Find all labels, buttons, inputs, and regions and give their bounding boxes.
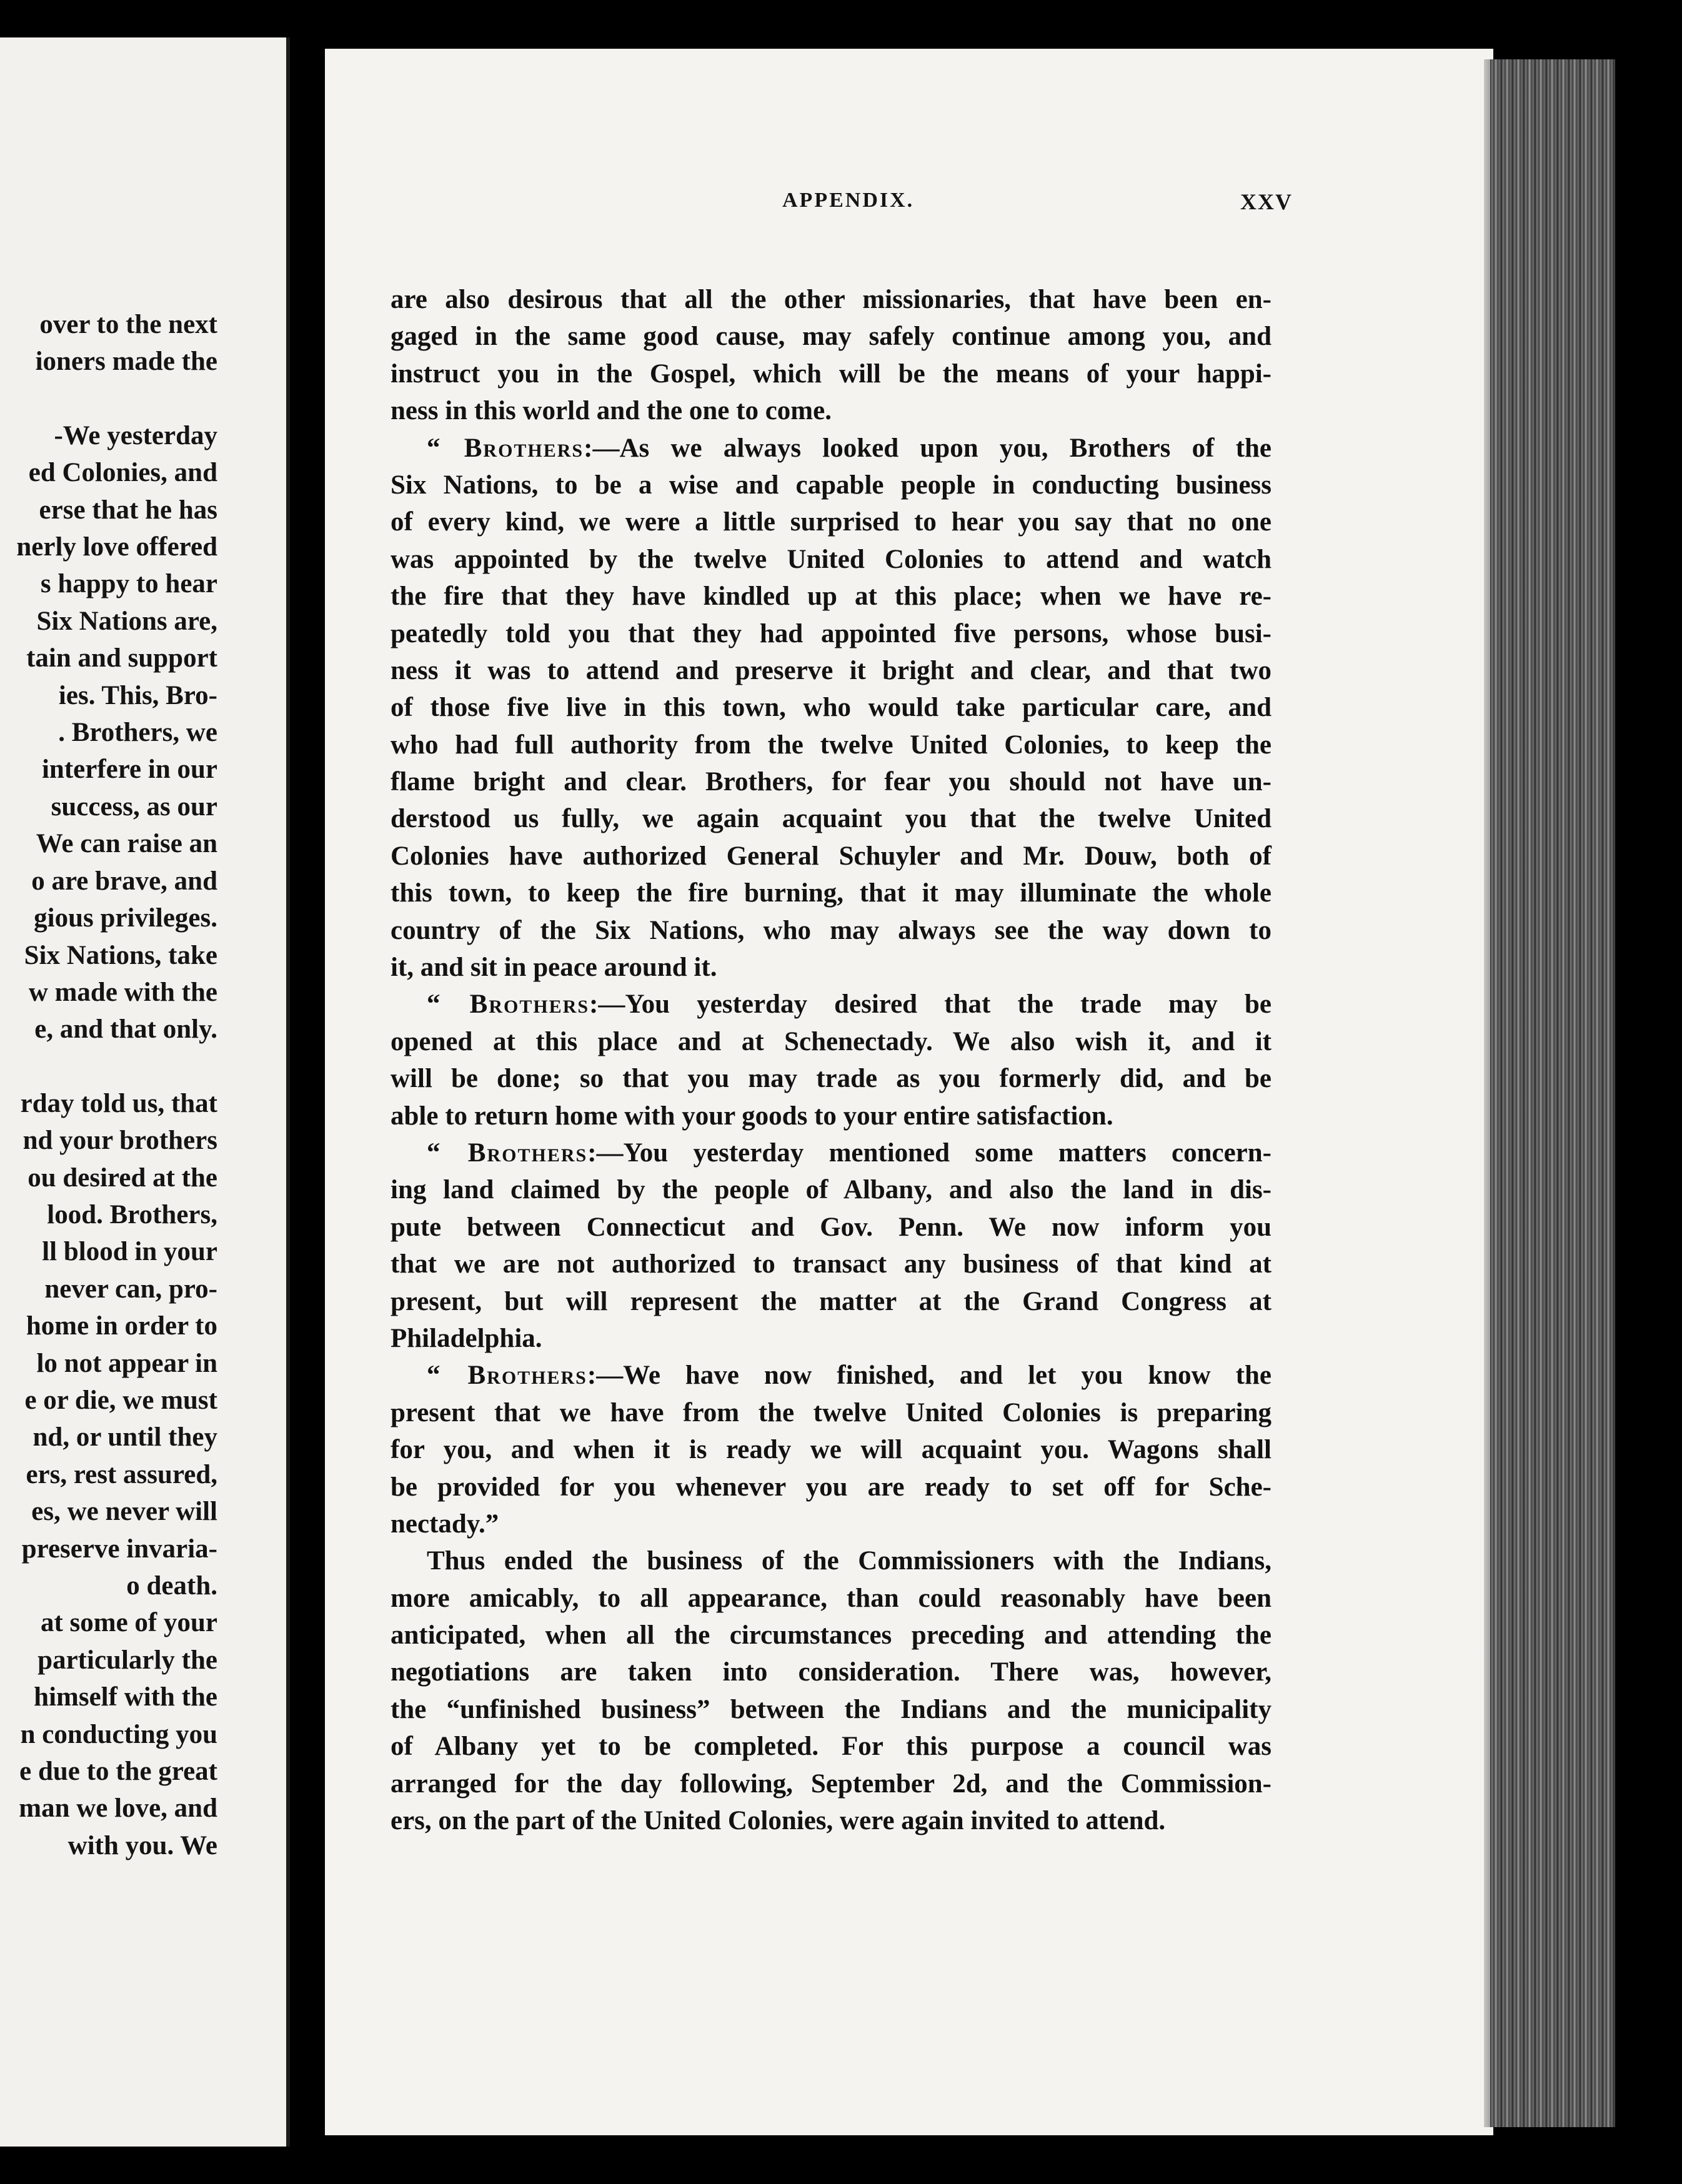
left-page-line: e due to the great — [19, 1757, 217, 1787]
line-text: Philadelphia. — [391, 1323, 542, 1353]
line-text: :—You yesterday mentioned some matters concern- — [587, 1138, 1271, 1168]
text-line — [391, 1357, 1271, 1394]
text-line — [391, 875, 1271, 911]
line-text: the fire that they have kindled up at this place; when we have re- — [391, 582, 1271, 612]
text-line — [391, 1802, 1271, 1839]
line-text: Six Nations, to be a wise and capable people in conducting business — [391, 470, 1271, 500]
line-text: arranged for the day following, September 2d, and the Commission- — [391, 1769, 1271, 1799]
left-page-line: lood. Brothers, — [47, 1199, 217, 1229]
left-page-line: es, we never will — [31, 1497, 217, 1527]
text-line — [391, 1580, 1271, 1617]
line-text: was appointed by the twelve United Colonies to attend and watch — [391, 544, 1271, 574]
left-facing-page — [0, 37, 290, 2147]
text-line — [391, 800, 1271, 837]
left-page-line: particularly the — [37, 1645, 217, 1675]
text-line — [391, 1728, 1271, 1765]
line-text: are also desirous that all the other missionaries, that have been en- — [391, 285, 1271, 314]
line-text: present that we have from the twelve United Colonies is preparing — [391, 1397, 1271, 1427]
left-page-line: We can raise an — [36, 829, 217, 859]
left-page-line: e, and that only. — [34, 1015, 217, 1045]
line-text: of every kind, we were a little surprised to hear you say that no one — [391, 507, 1271, 537]
line-text: :—You yesterday desired that the trade may be — [589, 990, 1271, 1020]
line-text: ness in this world and the one to come. — [391, 396, 832, 426]
left-page-line: tain and support — [26, 643, 217, 673]
left-page-line: Six Nations, take — [24, 940, 217, 970]
left-page-line: s happy to hear — [40, 569, 217, 599]
line-text: will be done; so that you may trade as you formerly did, and be — [391, 1064, 1271, 1094]
speaker-label: “ Brothers — [427, 990, 590, 1020]
line-text: present, but will represent the matter at the Grand Congress at — [391, 1286, 1271, 1316]
text-line — [391, 1134, 1271, 1171]
text-line — [391, 1691, 1271, 1728]
left-page-line: nd your brothers — [22, 1126, 217, 1156]
text-line — [391, 1654, 1271, 1690]
paragraph-gap — [0, 380, 217, 417]
left-page-line: ll blood in your — [42, 1237, 217, 1267]
left-page-line: ou desired at the — [27, 1163, 217, 1193]
line-text: :—As we always looked upon you, Brothers of the — [584, 433, 1272, 463]
line-text: of those five live in this town, who would take particular care, and — [391, 693, 1271, 723]
text-line — [391, 1283, 1271, 1320]
text-line — [391, 318, 1271, 355]
line-text: pute between Connecticut and Gov. Penn. We now inform you — [391, 1212, 1271, 1242]
left-page-line: ers, rest assured, — [26, 1459, 217, 1489]
text-line — [391, 467, 1271, 504]
line-text: opened at this place and at Schenectady. We also wish it, and it — [391, 1026, 1271, 1056]
line-text: more amicably, to all appearance, than could reasonably have been — [391, 1583, 1271, 1613]
left-page-line: nerly love offered — [16, 532, 217, 562]
line-text: able to return home with your goods to your entire satisfaction. — [391, 1101, 1113, 1131]
left-page-line: w made with the — [28, 977, 217, 1007]
left-page-line: over to the next — [39, 310, 217, 339]
running-head: APPENDIX. — [782, 189, 915, 212]
page-number: XXV — [1240, 189, 1293, 214]
text-line — [391, 1060, 1271, 1097]
left-page-line: at some of your — [40, 1608, 217, 1638]
line-text: ing land claimed by the people of Albany, and also the land in dis- — [391, 1175, 1271, 1205]
left-page-line: gious privileges. — [34, 903, 217, 933]
line-text: negotiations are taken into consideration. There was, however, — [391, 1657, 1271, 1687]
line-text: :—We have now finished, and let you know the — [587, 1361, 1272, 1391]
left-page-line: preserve invaria- — [21, 1534, 217, 1564]
text-line — [391, 281, 1271, 318]
left-page-line: o death. — [126, 1571, 217, 1601]
left-page-line: man we love, and — [19, 1794, 217, 1824]
book-page-edges — [1490, 59, 1615, 2127]
speaker-label: “ Brothers — [427, 1361, 587, 1391]
text-line — [391, 578, 1271, 615]
text-line — [391, 1765, 1271, 1802]
left-page-line: lo not appear in — [36, 1348, 217, 1378]
left-page-line: ioners made the — [35, 347, 217, 377]
line-text: instruct you in the Gospel, which will be the means of your happi- — [391, 359, 1271, 389]
speaker-label: “ Brothers — [427, 1138, 588, 1168]
left-page-line: with you. We — [67, 1830, 217, 1860]
line-text: the “unfinished business” between the Indians and the municipality — [391, 1694, 1271, 1724]
text-line — [391, 355, 1271, 392]
left-page-line: erse that he has — [39, 495, 217, 525]
page-body-text — [391, 281, 1271, 1839]
left-page-line: o are brave, and — [31, 866, 217, 896]
left-page-line: rday told us, that — [20, 1088, 217, 1118]
left-page-line: never can, pro- — [44, 1274, 217, 1304]
text-line — [391, 838, 1271, 875]
text-line — [391, 1209, 1271, 1246]
line-text: gaged in the same good cause, may safely continue among you, and — [391, 322, 1271, 352]
line-text: be provided for you whenever you are ready to set off for Sche- — [391, 1472, 1271, 1502]
text-line — [391, 1246, 1271, 1283]
text-line — [391, 1171, 1271, 1208]
text-line — [391, 912, 1271, 949]
line-text: this town, to keep the fire burning, that it may illuminate the whole — [391, 878, 1271, 908]
left-page-line: himself with the — [34, 1682, 217, 1712]
text-line — [391, 1098, 1271, 1134]
line-text: nectady.” — [391, 1509, 499, 1539]
text-line — [391, 1469, 1271, 1506]
line-text: Thus ended the business of the Commissioners with the Indians, — [427, 1546, 1271, 1576]
text-line — [391, 504, 1271, 540]
line-text: it, and sit in peace around it. — [391, 953, 717, 983]
text-line — [391, 1617, 1271, 1654]
text-line — [391, 763, 1271, 800]
line-text: that we are not authorized to transact any business of that kind at — [391, 1249, 1271, 1279]
text-line — [391, 615, 1271, 652]
line-text: ness it was to attend and preserve it bright and clear, and that two — [391, 655, 1271, 685]
left-page-line: interfere in our — [41, 755, 217, 785]
text-line — [391, 430, 1271, 467]
text-line — [391, 1394, 1271, 1431]
text-line — [391, 949, 1271, 986]
line-text: country of the Six Nations, who may always see the way down to — [391, 915, 1271, 945]
left-page-line: -We yesterday — [54, 420, 217, 450]
text-line — [391, 986, 1271, 1023]
paragraph-gap — [0, 1048, 217, 1085]
line-text: who had full authority from the twelve United Colonies, to keep the — [391, 730, 1271, 760]
text-line — [391, 392, 1271, 429]
text-line — [391, 1320, 1271, 1357]
text-line — [391, 652, 1271, 689]
text-line — [391, 689, 1271, 726]
text-line — [391, 541, 1271, 578]
line-text: derstood us fully, we again acquaint you that the twelve United — [391, 804, 1271, 834]
left-page-line: ed Colonies, and — [28, 458, 217, 488]
line-text: of Albany yet to be completed. For this purpose a council was — [391, 1732, 1271, 1762]
line-text: for you, and when it is ready we will acquaint you. Wagons shall — [391, 1435, 1271, 1465]
line-text: anticipated, when all the circumstances preceding and attending the — [391, 1621, 1271, 1650]
left-page-line: home in order to — [26, 1311, 217, 1341]
left-page-text — [0, 306, 217, 1864]
line-text: peatedly told you that they had appointed five persons, whose busi- — [391, 618, 1271, 648]
left-page-line: success, as our — [51, 792, 217, 821]
left-page-line: . Brothers, we — [58, 718, 217, 748]
text-line — [391, 727, 1271, 763]
left-page-line: ies. This, Bro- — [58, 680, 217, 710]
line-text: ers, on the part of the United Colonies, were again invited to attend. — [391, 1806, 1166, 1836]
left-page-line: nd, or until they — [32, 1422, 217, 1452]
left-page-line: e or die, we must — [24, 1385, 217, 1415]
speaker-label: “ Brothers — [427, 433, 584, 463]
text-line — [391, 1431, 1271, 1468]
line-text: flame bright and clear. Brothers, for fear you should not have un- — [391, 767, 1271, 797]
text-line — [391, 1023, 1271, 1060]
left-page-line: Six Nations are, — [36, 606, 217, 636]
text-line — [391, 1542, 1271, 1579]
text-line — [391, 1506, 1271, 1542]
left-page-line: n conducting you — [20, 1719, 217, 1749]
line-text: Colonies have authorized General Schuyler and Mr. Douw, both of — [391, 841, 1271, 871]
